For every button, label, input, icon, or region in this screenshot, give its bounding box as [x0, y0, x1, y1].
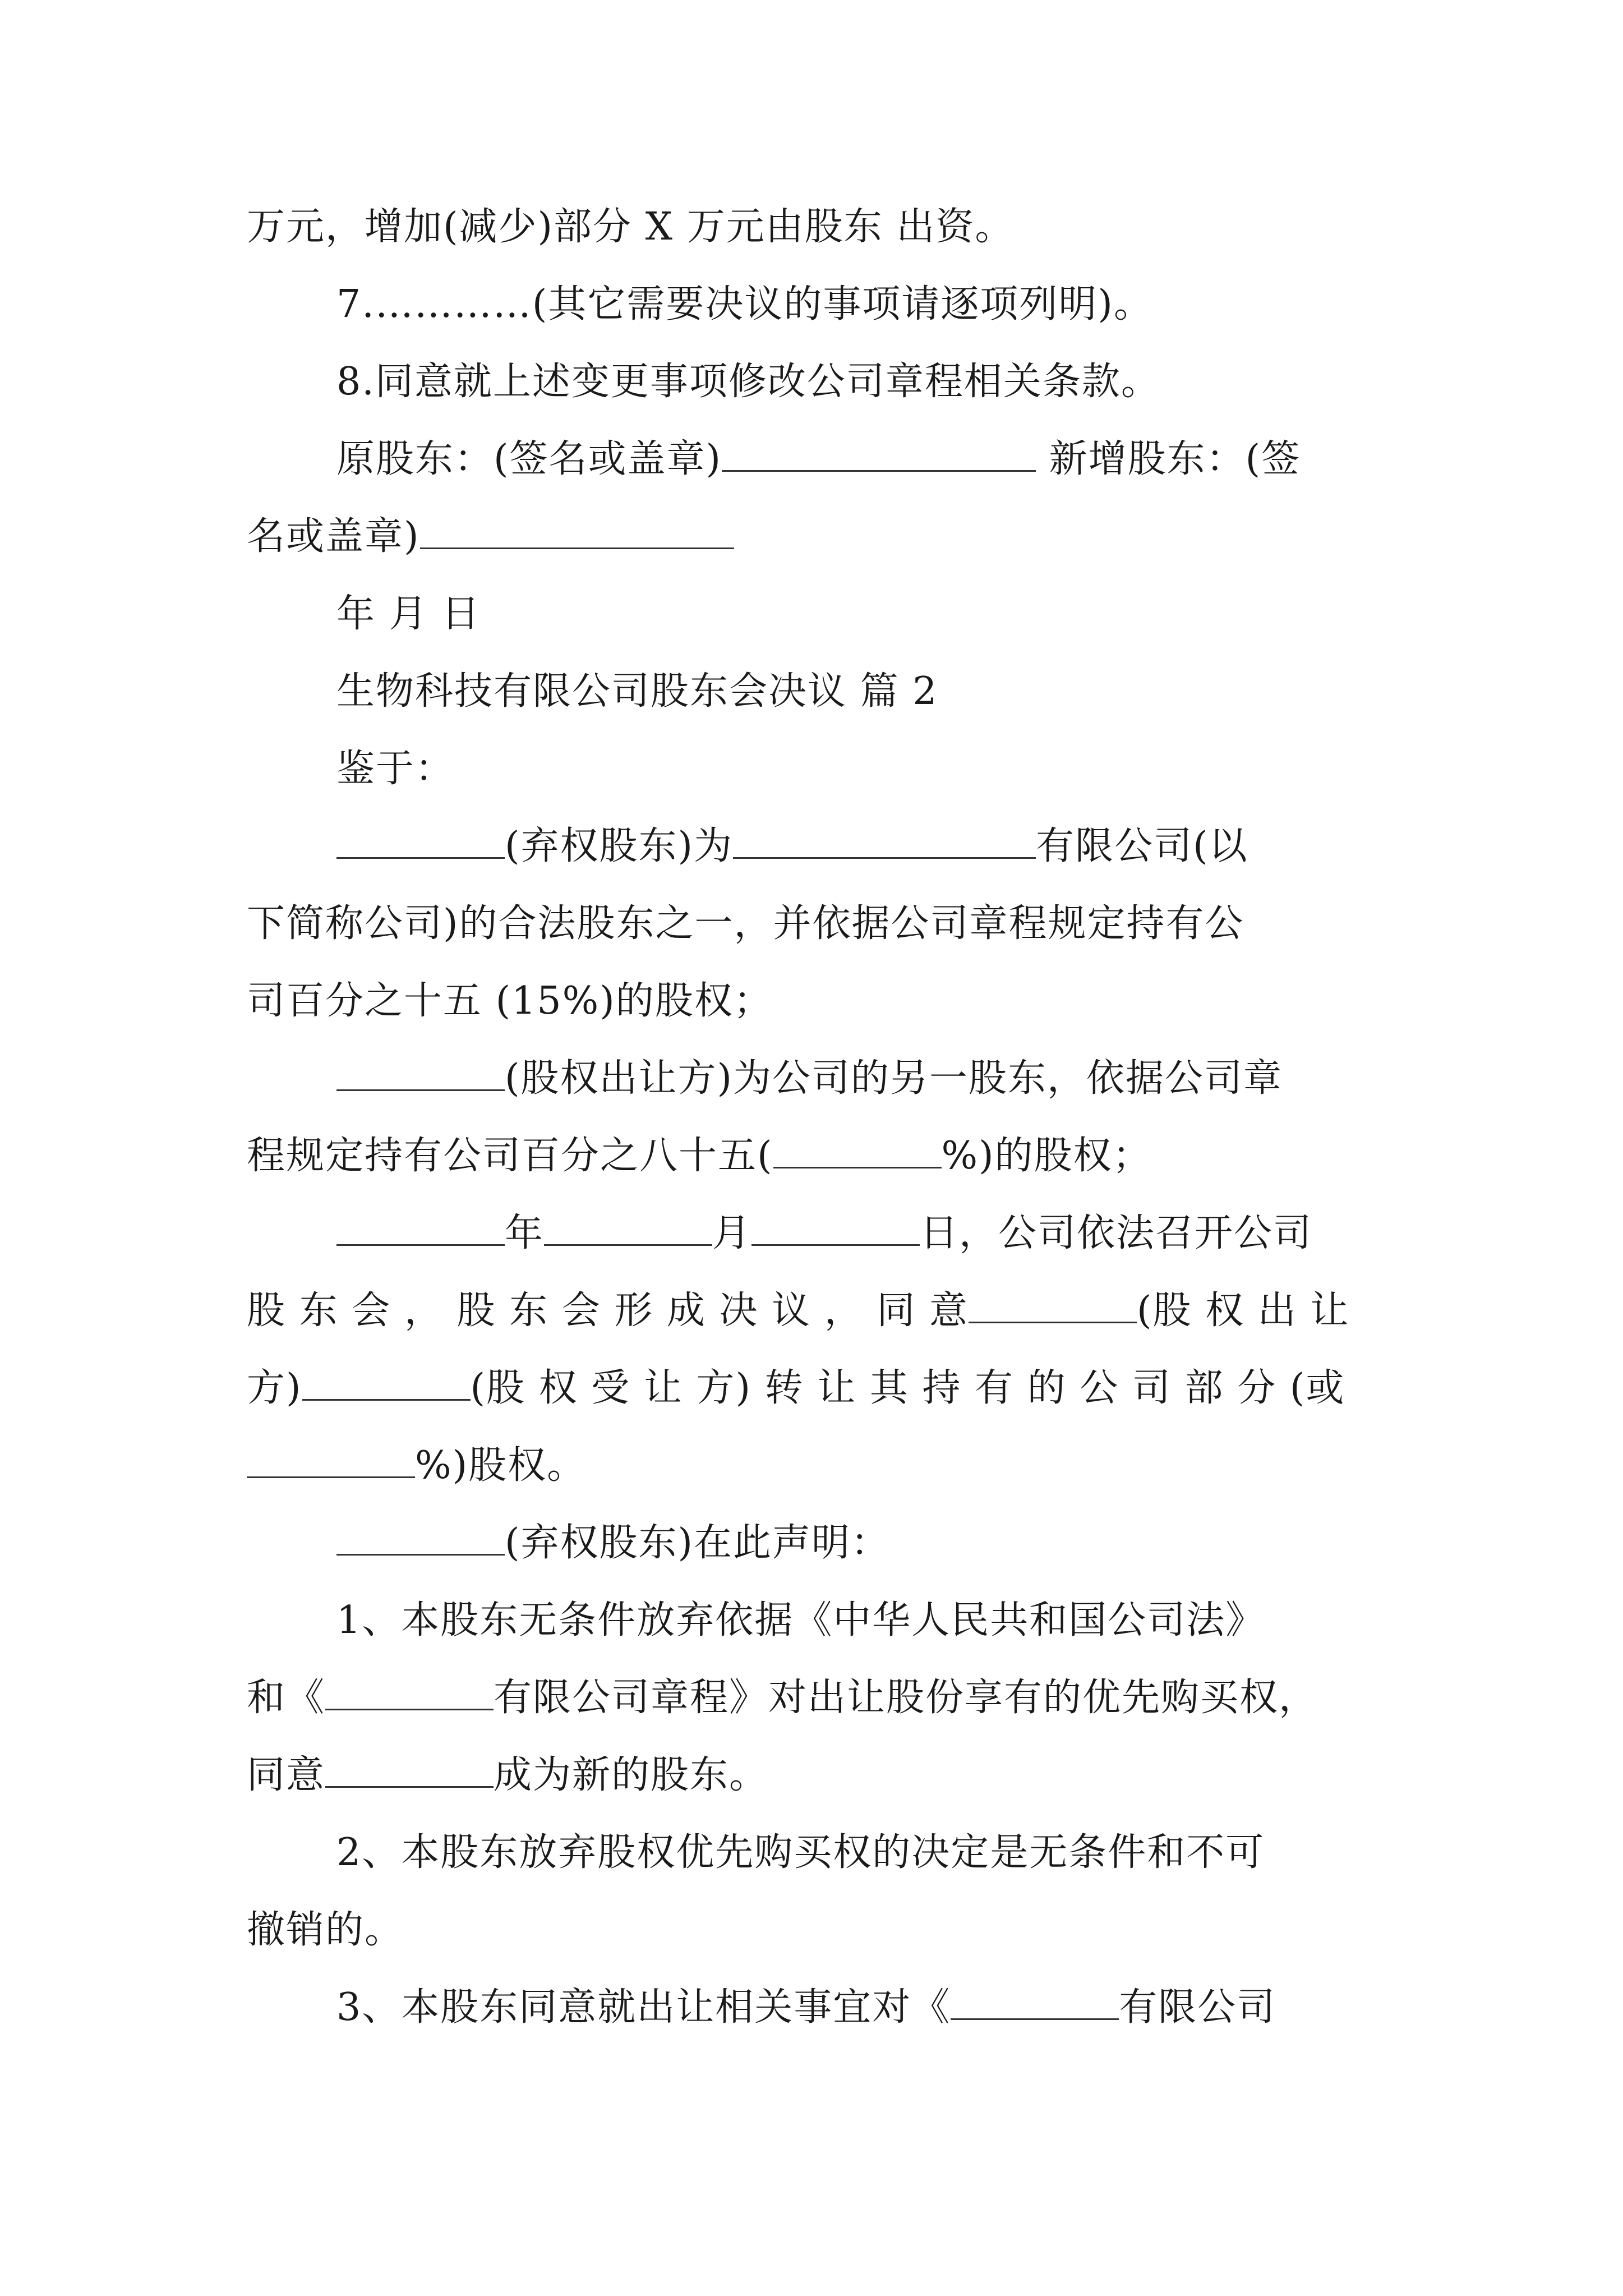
blank-field — [336, 1211, 505, 1246]
text: 司百分之十五 (15%)的股权； — [247, 979, 773, 1023]
date-line — [336, 589, 481, 639]
text: (股 权 出 让 — [1137, 1289, 1350, 1333]
text: 原股东：(签名或盖章) — [336, 437, 722, 481]
blank-field — [336, 1056, 505, 1091]
text-line — [336, 1053, 1283, 1104]
blank-field — [733, 823, 1036, 859]
text-line — [336, 1982, 1276, 2033]
blank-field — [336, 1520, 505, 1556]
text-line — [336, 1208, 1312, 1259]
signature-line — [247, 512, 734, 562]
text: (股权出让方)为公司的另一股东，依据公司章 — [505, 1056, 1283, 1101]
text: %)股权。 — [415, 1443, 587, 1488]
text: 股 东 会 ， 股 东 会 形 成 决 议 ， 同 意 — [247, 1289, 969, 1333]
text: 月 — [712, 1211, 752, 1255]
text-line — [247, 1363, 1345, 1414]
blank-field — [420, 514, 734, 549]
text: 7.…………(其它需要决议的事项请逐项列明)。 — [336, 282, 1153, 326]
text-line — [336, 1518, 890, 1568]
blank-field — [247, 1443, 415, 1478]
text: 新增股东：(签 — [1036, 437, 1301, 481]
text: 和《 — [247, 1676, 326, 1720]
text: 同意 — [247, 1753, 326, 1797]
text: (弃权股东)为 — [505, 824, 734, 868]
text-line — [336, 821, 1248, 872]
text: (弃权股东)在此声明： — [505, 1521, 891, 1565]
text: 日，公司依法召开公司 — [920, 1211, 1313, 1255]
text-line — [247, 202, 1014, 252]
text: %)的股权； — [941, 1134, 1152, 1178]
text: (股 权 受 让 方) 转 让 其 持 有 的 公 司 部 分 (或 — [470, 1366, 1345, 1410]
text-line — [247, 1673, 1318, 1723]
signature-line — [336, 434, 1301, 485]
text: 年 月 日 — [336, 592, 481, 636]
text: 下简称公司)的合法股东之一，并依据公司章程规定持有公 — [247, 901, 1244, 946]
text: 8.同意就上述变更事项修改公司章程相关条款。 — [336, 360, 1160, 404]
text: 有限公司 — [1119, 1985, 1276, 2030]
blank-field — [722, 436, 1036, 472]
text: 名或盖章) — [247, 514, 420, 559]
text-line — [336, 357, 1160, 407]
text-line — [336, 1828, 1265, 1878]
text-line — [247, 899, 1244, 949]
blank-field — [336, 823, 505, 859]
text: 1、本股东无条件放弃依据《中华人民共和国公司法》 — [336, 1598, 1265, 1642]
text-line — [336, 744, 454, 794]
text: 有限公司章程》对出让股份享有的优先购买权， — [494, 1676, 1318, 1720]
section-title — [336, 666, 938, 717]
text-line — [247, 1286, 1349, 1336]
text: 3、本股东同意就出让相关事宜对《 — [336, 1985, 951, 2030]
text: 年 — [505, 1211, 545, 1255]
blank-field — [302, 1365, 471, 1401]
text-line — [247, 1905, 404, 1955]
text: 万元，增加(减少)部分 X 万元由股东 出资。 — [247, 205, 1015, 249]
text-line — [247, 1441, 586, 1491]
text-line — [336, 1595, 1265, 1646]
text: 成为新的股东。 — [494, 1753, 769, 1797]
blank-field — [951, 1985, 1119, 2020]
blank-field — [773, 1133, 942, 1168]
text: 程规定持有公司百分之八十五( — [247, 1134, 773, 1178]
blank-field — [751, 1211, 920, 1246]
blank-field — [544, 1211, 712, 1246]
text: 生物科技有限公司股东会决议 篇 2 — [336, 669, 938, 714]
blank-field — [325, 1752, 494, 1788]
text: 有限公司(以 — [1036, 824, 1248, 868]
blank-field — [969, 1288, 1137, 1323]
text: 撤销的。 — [247, 1908, 404, 1952]
text-line — [247, 976, 773, 1027]
text: 鉴于： — [336, 747, 455, 791]
text-line — [247, 1131, 1152, 1181]
blank-field — [325, 1675, 494, 1710]
text-line — [336, 279, 1153, 330]
text-line — [247, 1750, 768, 1801]
text: 方) — [247, 1366, 302, 1410]
text: 2、本股东放弃股权优先购买权的决定是无条件和不可 — [336, 1830, 1265, 1875]
